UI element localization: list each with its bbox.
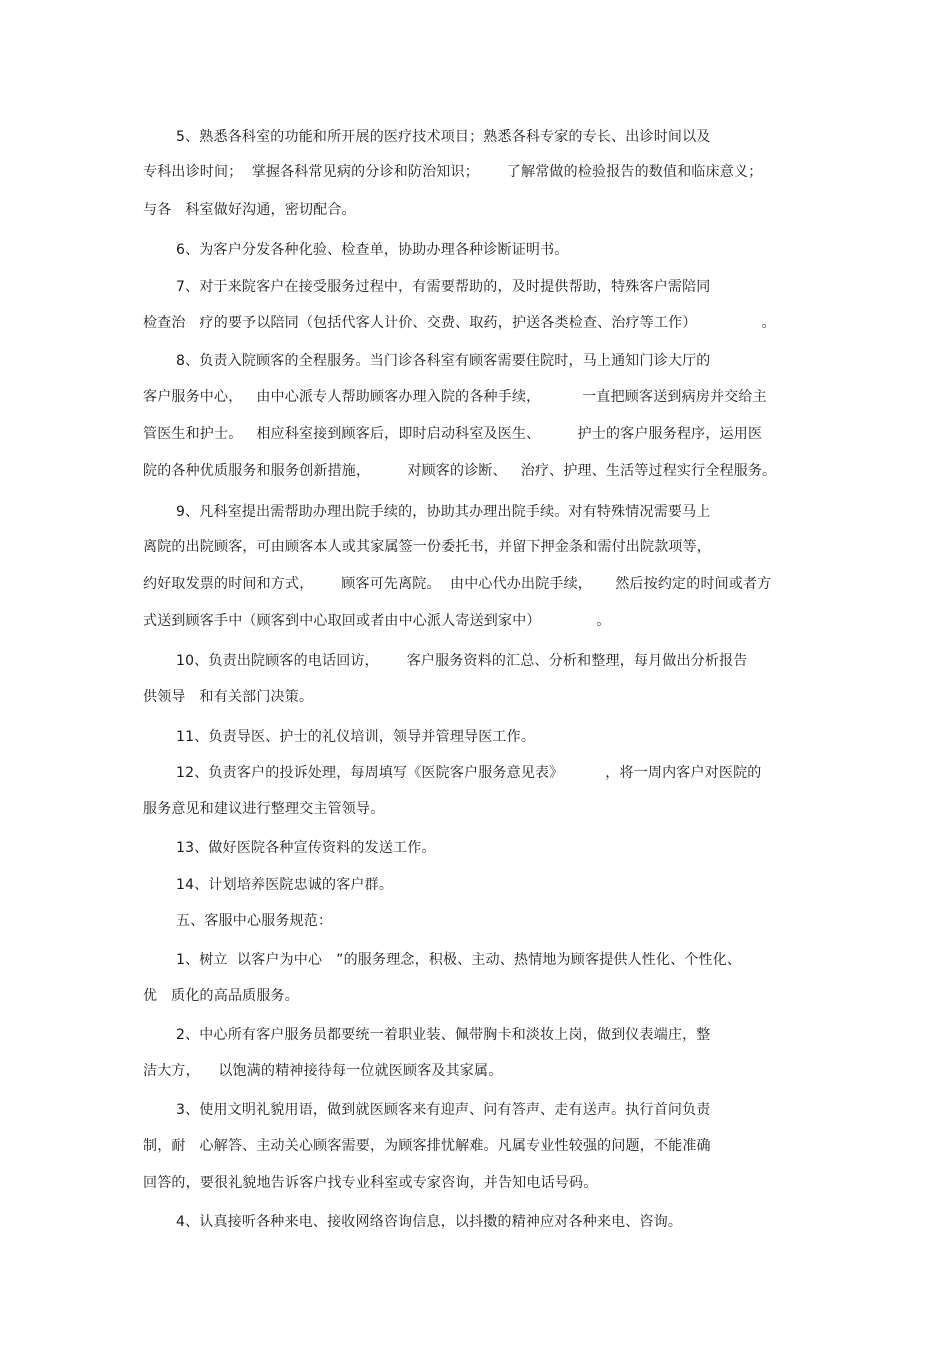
text-line: 管医生和护士。 相应科室接到顾客后，即时启动科室及医生、 护士的客户服务程序，运用医 (143, 426, 763, 442)
text-line: 制，耐 心解答、主动关心顾客需要，为顾客排忧解难。凡属专业性较强的问题，不能准确 (143, 1138, 711, 1154)
text-line: 3、使用文明礼貌用语，做到就医顾客来有迎声、问有答声、走有送声。执行首问负责 (176, 1102, 711, 1118)
text-line: 检查治 疗的要予以陪同（包括代客人计价、交费、取药，护送各类检查、治疗等工作） 。 (143, 315, 776, 331)
text-line: 7、对于来院客户在接受服务过程中，有需要帮助的，及时提供帮助，特殊客户需陪同 (176, 279, 711, 295)
text-line: 专科出诊时间； 掌握各科常见病的分诊和防治知识； 了解常做的检验报告的数值和临床意义； (143, 164, 763, 180)
text-line: 13、做好医院各种宣传资料的发送工作。 (176, 840, 436, 856)
text-line: 9、凡科室提出需帮助办理出院手续的，协助其办理出院手续。对有特殊情况需要马上 (176, 504, 711, 520)
section-heading: 五、客服中心服务规范： (176, 913, 333, 929)
text-line: 5、熟悉各科室的功能和所开展的医疗技术项目；熟悉各科专家的专长、出诊时间以及 (176, 129, 711, 145)
text-line: 离院的出院顾客，可由顾客本人或其家属签一份委托书，并留下押金条和需付出院款项等， (143, 539, 711, 555)
text-line: 供领导 和有关部门决策。 (143, 689, 314, 705)
text-line: 1、树立 以客户为中心 ”的服务理念，积极、主动、热情地为顾客提供人性化、个性化、 (176, 952, 742, 968)
text-line: 12、负责客户的投诉处理，每周填写《医院客户服务意见表》 ，将一周内客户对医院的 (176, 765, 762, 781)
text-line: 与各 科室做好沟通，密切配合。 (143, 202, 356, 218)
text-line: 10、负责出院顾客的电话回访， 客户服务资料的汇总、分析和整理，每月做出分析报告 (176, 653, 748, 669)
text-line: 4、认真接听各种来电、接收网络咨询信息，以抖擞的精神应对各种来电、咨询。 (176, 1214, 683, 1230)
text-line: 6、为客户分发各种化验、检查单，协助办理各种诊断证明书。 (176, 242, 569, 258)
text-line: 洁大方， 以饱满的精神接待每一位就医顾客及其家属。 (143, 1063, 503, 1079)
text-line: 约好取发票的时间和方式， 顾客可先离院。 由中心代办出院手续， 然后按约定的时间或者方 (143, 576, 772, 592)
text-line: 优 质化的高品质服务。 (143, 988, 299, 1004)
text-line: 2、中心所有客户服务员都要统一着职业装、佩带胸卡和淡妆上岗，做到仪表端庄，整 (176, 1027, 711, 1043)
text-line: 11、负责导医、护士的礼仪培训，领导并管理导医工作。 (176, 729, 536, 745)
text-line: 式送到顾客手中（顾客到中心取回或者由中心派人寄送到家中） 。 (143, 613, 611, 629)
text-line: 院的各种优质服务和服务创新措施， 对顾客的诊断、 治疗、护理、生活等过程实行全程服务。 (143, 463, 777, 479)
text-line: 8、负责入院顾客的全程服务。当门诊各科室有顾客需要住院时，马上通知门诊大厅的 (176, 353, 711, 369)
text-line: 14、计划培养医院忠诚的客户群。 (176, 877, 394, 893)
text-line: 服务意见和建议进行整理交主管领导。 (143, 801, 385, 817)
text-line: 回答的，要很礼貌地告诉客户找专业科室或专家咨询，并告知电话号码。 (143, 1175, 598, 1191)
text-line: 客户服务中心， 由中心派专人帮助顾客办理入院的各种手续， 一直把顾客送到病房并交给主 (143, 389, 767, 405)
